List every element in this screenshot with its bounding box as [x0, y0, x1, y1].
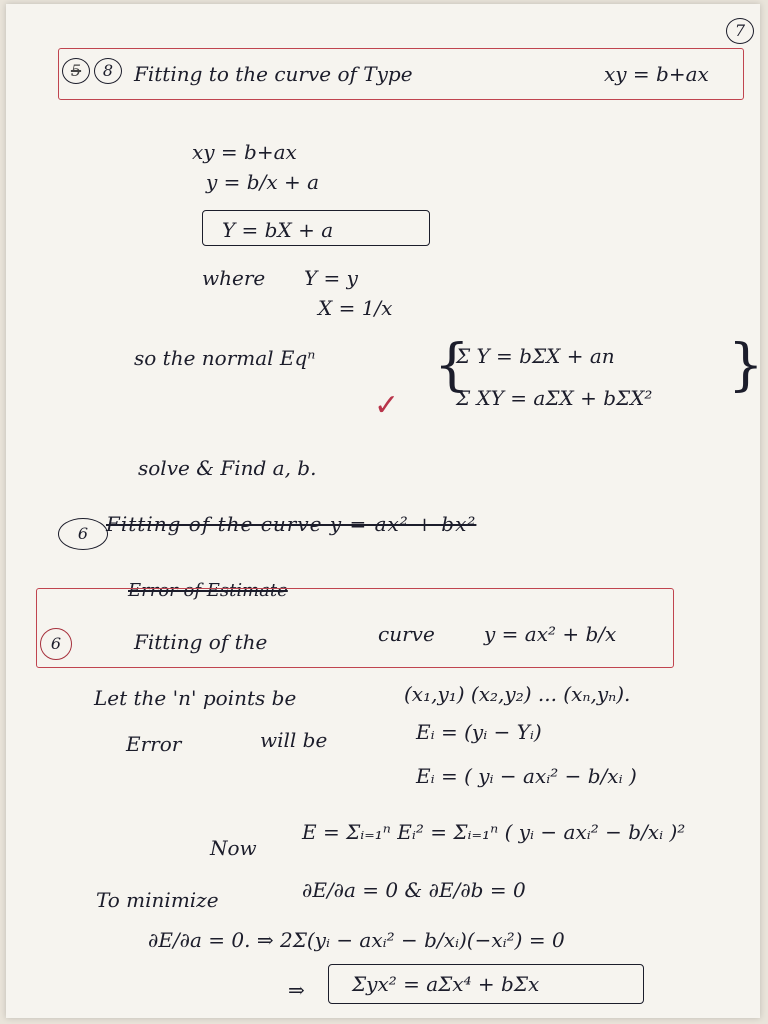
minimize-equation: ∂E/∂a = 0 & ∂E/∂b = 0 — [302, 878, 526, 902]
normal-equation: Σ XY = aΣX + bΣX² — [456, 386, 653, 410]
page-number — [726, 18, 754, 44]
will-be-label: will be — [260, 728, 328, 752]
brace-right: } — [728, 333, 764, 398]
section-heading-equation: xy = b+ax — [604, 62, 709, 86]
minimize-label: To minimize — [96, 888, 219, 912]
brace-left: { — [434, 333, 470, 398]
error-label: Error — [126, 732, 182, 756]
section-heading: Fitting to the curve of Type — [134, 62, 413, 86]
equation-line: y = b/x + a — [206, 170, 319, 194]
section-number: 6 — [40, 628, 72, 660]
section-heading: Fitting of the — [134, 630, 268, 654]
page-number-text: 7 — [734, 21, 746, 40]
section-heading-curve: curve — [378, 622, 435, 646]
struck-error-heading: Error of Estimate — [128, 580, 288, 601]
normal-equations-label: so the normal Eqⁿ — [134, 346, 316, 370]
struck-heading: Fitting of the curve y = ax² + bx² — [106, 512, 477, 536]
notebook-page — [6, 4, 764, 1018]
error-equation: Eᵢ = ( yᵢ − axᵢ² − b/xᵢ ) — [416, 764, 637, 788]
solve-instruction: solve & Find a, b. — [138, 456, 317, 480]
sum-equation: E = Σᵢ₌₁ⁿ Eᵢ² = Σᵢ₌₁ⁿ ( yᵢ − axᵢ² − b/xᵢ )² — [302, 820, 686, 844]
derivative-equation: ∂E/∂a = 0. ⇒ 2Σ(yᵢ − axᵢ² − b/xᵢ)(−xᵢ²) = 0 — [148, 928, 565, 952]
where-definition: X = 1/x — [318, 296, 393, 320]
where-label: where — [202, 266, 266, 290]
where-definition: Y = y — [304, 266, 358, 290]
now-label: Now — [210, 836, 257, 860]
error-equation: Eᵢ = (yᵢ − Yᵢ) — [416, 720, 542, 744]
check-mark-icon: ✓ — [374, 388, 400, 423]
boxed-equation-text: Y = bX + a — [222, 218, 334, 242]
normal-equation: Σ Y = bΣX + an — [456, 344, 615, 368]
equation-line: xy = b+ax — [192, 140, 297, 164]
result-arrow: ⇒ — [288, 978, 305, 1002]
points-list: (x₁,y₁) (x₂,y₂) ... (xₙ,yₙ). — [404, 682, 631, 706]
result-equation: Σyx² = aΣx⁴ + bΣx — [352, 972, 540, 996]
section-number: 8 — [94, 58, 122, 84]
section-heading-equation: y = ax² + b/x — [484, 622, 617, 646]
section-number-old: 5 — [62, 58, 90, 84]
struck-section-number: 6 — [58, 518, 108, 550]
points-statement: Let the 'n' points be — [94, 686, 297, 710]
